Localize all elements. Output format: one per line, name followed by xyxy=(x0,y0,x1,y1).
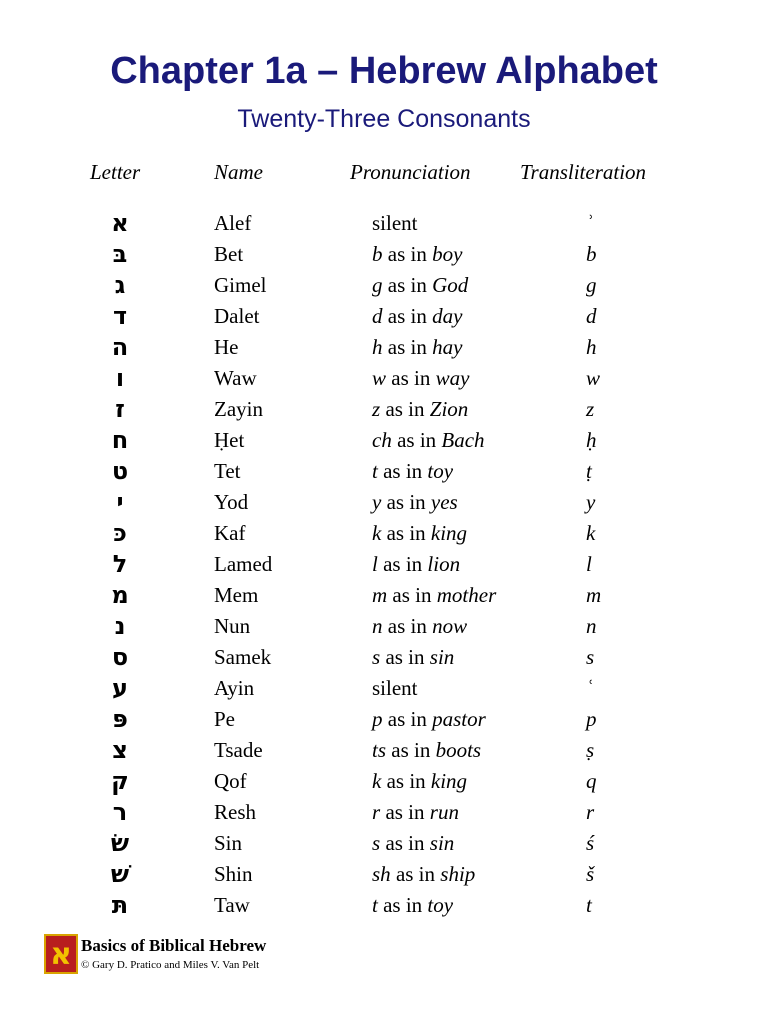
transliteration: ḥ xyxy=(586,428,597,452)
hebrew-letter: י xyxy=(116,488,124,516)
pronunciation-example: sin xyxy=(429,831,455,855)
pronunciation-connector: as in xyxy=(377,893,428,917)
table-row xyxy=(0,364,768,395)
hebrew-letter: ל xyxy=(112,550,128,578)
pronunciation-connector: as in xyxy=(382,242,433,266)
pronunciation xyxy=(372,552,460,577)
hebrew-letter: שׂ xyxy=(110,829,130,857)
table-row xyxy=(0,488,768,519)
pronunciation-connector: as in xyxy=(381,521,431,545)
pronunciation-connector: silent xyxy=(372,211,418,235)
pronunciation xyxy=(372,862,475,887)
pronunciation-sound: n xyxy=(372,614,383,638)
hebrew-letter: שׁ xyxy=(110,860,130,888)
letter-name: Nun xyxy=(214,614,251,638)
hebrew-letter: א xyxy=(111,209,129,237)
pronunciation-example: king xyxy=(430,521,468,545)
hebrew-letter: נ xyxy=(114,612,126,640)
pronunciation-sound: l xyxy=(372,552,378,576)
pronunciation xyxy=(372,273,468,298)
transliteration: l xyxy=(586,552,592,576)
transliteration: z xyxy=(586,397,595,421)
pronunciation-sound: y xyxy=(372,490,382,514)
pronunciation xyxy=(372,304,462,329)
pronunciation xyxy=(372,645,454,670)
letter-name: Shin xyxy=(214,862,253,886)
transliteration: g xyxy=(586,273,597,297)
table-row xyxy=(0,798,768,829)
pronunciation-sound: t xyxy=(372,459,378,483)
alphabet-table xyxy=(0,209,768,922)
letter-name: Bet xyxy=(214,242,244,266)
letter-name: Gimel xyxy=(214,273,267,297)
header-name: Name xyxy=(214,160,263,184)
transliteration: d xyxy=(586,304,597,328)
pronunciation-connector: as in xyxy=(381,490,431,514)
transliteration: w xyxy=(586,366,601,390)
transliteration: t xyxy=(586,893,592,917)
transliteration: r xyxy=(586,800,595,824)
transliteration: y xyxy=(586,490,596,514)
transliteration: h xyxy=(586,335,597,359)
pronunciation-connector: as in xyxy=(380,800,430,824)
transliteration: k xyxy=(586,521,596,545)
pronunciation-sound: s xyxy=(372,645,381,669)
copyright: © Gary D. Pratico and Miles V. Van Pelt xyxy=(81,959,260,971)
pronunciation-sound: b xyxy=(372,242,383,266)
table-row xyxy=(0,860,768,891)
letter-name: Taw xyxy=(214,893,250,917)
pronunciation-connector: as in xyxy=(382,335,433,359)
letter-name: Ayin xyxy=(214,676,255,700)
pronunciation-sound: z xyxy=(372,397,381,421)
book-title: Basics of Biblical Hebrew xyxy=(81,936,267,955)
hebrew-letter: ר xyxy=(112,798,128,826)
transliteration: s xyxy=(586,645,595,669)
pronunciation-example: hay xyxy=(432,335,463,359)
hebrew-letter: ז xyxy=(115,395,125,423)
pronunciation-sound: ts xyxy=(372,738,387,762)
hebrew-letter: ד xyxy=(112,302,128,330)
transliteration: ś xyxy=(586,831,595,855)
letter-name: Tet xyxy=(214,459,241,483)
book-logo: א xyxy=(44,934,78,974)
pronunciation-example: lion xyxy=(427,552,461,576)
pronunciation-connector: as in xyxy=(382,707,433,731)
table-row xyxy=(0,581,768,612)
pronunciation xyxy=(372,397,468,422)
pronunciation-sound: g xyxy=(372,273,383,297)
pronunciation-connector: as in xyxy=(380,397,430,421)
pronunciation-sound: h xyxy=(372,335,383,359)
pronunciation-sound: s xyxy=(372,831,381,855)
header-letter: Letter xyxy=(90,160,141,184)
letter-name: Dalet xyxy=(214,304,260,328)
pronunciation xyxy=(372,800,459,825)
table-header xyxy=(0,160,768,190)
pronunciation-connector: as in xyxy=(377,552,428,576)
pronunciation xyxy=(372,614,467,639)
pronunciation-example: now xyxy=(432,614,468,638)
hebrew-letter: כּ xyxy=(113,519,127,547)
pronunciation-connector: as in xyxy=(382,304,433,328)
pronunciation xyxy=(372,428,485,453)
table-row xyxy=(0,736,768,767)
letter-name: Tsade xyxy=(214,738,263,762)
table-row xyxy=(0,271,768,302)
table-row xyxy=(0,643,768,674)
pronunciation-example: mother xyxy=(436,583,497,607)
page-title: Chapter 1a – Hebrew Alphabet xyxy=(110,50,658,92)
hebrew-letter: ע xyxy=(112,674,128,702)
pronunciation-example: sin xyxy=(429,645,455,669)
pronunciation-connector: silent xyxy=(372,676,418,700)
pronunciation-connector: as in xyxy=(391,428,442,452)
letter-name: Pe xyxy=(214,707,235,731)
hebrew-letter: ג xyxy=(114,271,126,299)
pronunciation-example: way xyxy=(435,366,470,390)
table-row xyxy=(0,705,768,736)
transliteration: ʾ xyxy=(586,211,593,235)
pronunciation xyxy=(372,583,496,608)
transliteration: ʿ xyxy=(586,676,593,700)
table-row xyxy=(0,426,768,457)
hebrew-letter: ו xyxy=(115,364,125,392)
pronunciation xyxy=(372,893,453,918)
letter-name: Kaf xyxy=(214,521,246,545)
pronunciation-connector: as in xyxy=(380,645,430,669)
letter-name: Mem xyxy=(214,583,259,607)
table-row xyxy=(0,333,768,364)
pronunciation xyxy=(372,242,462,267)
pronunciation xyxy=(372,366,469,391)
pronunciation xyxy=(372,738,481,763)
header-pronunciation: Pronunciation xyxy=(350,160,471,184)
pronunciation xyxy=(372,459,453,484)
letter-name: Yod xyxy=(214,490,249,514)
letter-name: Zayin xyxy=(214,397,263,421)
pronunciation-sound: ch xyxy=(372,428,392,452)
pronunciation xyxy=(372,211,418,236)
pronunciation-sound: k xyxy=(372,769,382,793)
letter-name: Resh xyxy=(214,800,256,824)
pronunciation-example: run xyxy=(429,800,459,824)
pronunciation-connector: as in xyxy=(382,273,433,297)
pronunciation-sound: t xyxy=(372,893,378,917)
letter-name: Ḥet xyxy=(214,428,245,452)
pronunciation-example: ship xyxy=(440,862,476,886)
pronunciation-sound: k xyxy=(372,521,382,545)
table-row xyxy=(0,395,768,426)
table-row xyxy=(0,767,768,798)
pronunciation xyxy=(372,769,467,794)
pronunciation-example: day xyxy=(432,304,463,328)
pronunciation-example: pastor xyxy=(432,707,486,731)
hebrew-letter: מ xyxy=(111,581,129,609)
hebrew-letter: תּ xyxy=(111,891,129,919)
pronunciation-sound: p xyxy=(372,707,383,731)
pronunciation-example: Zion xyxy=(429,397,469,421)
pronunciation-example: boots xyxy=(435,738,482,762)
pronunciation xyxy=(372,521,467,546)
transliteration: š xyxy=(586,862,595,886)
transliteration: ṣ xyxy=(586,738,595,762)
hebrew-letter: צ xyxy=(112,736,128,764)
pronunciation-connector: as in xyxy=(390,862,441,886)
letter-name: Lamed xyxy=(214,552,273,576)
hebrew-letter: ק xyxy=(111,767,129,795)
table-row xyxy=(0,674,768,705)
transliteration: b xyxy=(586,242,597,266)
table-row xyxy=(0,891,768,922)
pronunciation-example: boy xyxy=(432,242,463,266)
pronunciation-example: yes xyxy=(430,490,458,514)
letter-name: Samek xyxy=(214,645,272,669)
pronunciation xyxy=(372,676,418,701)
hebrew-letter: בּ xyxy=(112,240,128,268)
pronunciation-example: king xyxy=(430,769,468,793)
hebrew-letter: ח xyxy=(111,426,129,454)
pronunciation-connector: as in xyxy=(387,583,437,607)
pronunciation-sound: d xyxy=(372,304,383,328)
table-row xyxy=(0,209,768,240)
table-row xyxy=(0,612,768,643)
pronunciation-sound: w xyxy=(372,366,387,390)
table-row xyxy=(0,550,768,581)
pronunciation-connector: as in xyxy=(381,769,431,793)
pronunciation-example: Bach xyxy=(441,428,485,452)
pronunciation-example: God xyxy=(432,273,469,297)
pronunciation xyxy=(372,831,454,856)
pronunciation xyxy=(372,335,462,360)
pronunciation-connector: as in xyxy=(386,366,436,390)
letter-name: Alef xyxy=(214,211,252,235)
table-row xyxy=(0,240,768,271)
table-row xyxy=(0,457,768,488)
page-subtitle: Twenty-Three Consonants xyxy=(237,105,531,133)
pronunciation-example: toy xyxy=(427,893,454,917)
hebrew-letter: ט xyxy=(111,457,129,485)
pronunciation-connector: as in xyxy=(382,614,433,638)
transliteration: p xyxy=(586,707,597,731)
transliteration: ṭ xyxy=(586,459,592,483)
pronunciation-connector: as in xyxy=(380,831,430,855)
pronunciation xyxy=(372,707,486,732)
pronunciation-sound: sh xyxy=(372,862,391,886)
letter-name: Qof xyxy=(214,769,247,793)
pronunciation-example: toy xyxy=(427,459,454,483)
hebrew-letter: פּ xyxy=(112,705,128,733)
table-row xyxy=(0,519,768,550)
transliteration: m xyxy=(586,583,602,607)
pronunciation xyxy=(372,490,458,515)
transliteration: q xyxy=(586,769,597,793)
letter-name: He xyxy=(214,335,239,359)
letter-name: Sin xyxy=(214,831,243,855)
hebrew-letter: ס xyxy=(111,643,129,671)
table-row xyxy=(0,829,768,860)
pronunciation-sound: r xyxy=(372,800,381,824)
pronunciation-connector: as in xyxy=(377,459,428,483)
table-row xyxy=(0,302,768,333)
header-transliteration: Transliteration xyxy=(520,160,647,184)
hebrew-letter: ה xyxy=(111,333,129,361)
pronunciation-sound: m xyxy=(372,583,388,607)
transliteration: n xyxy=(586,614,597,638)
pronunciation-connector: as in xyxy=(386,738,436,762)
letter-name: Waw xyxy=(214,366,257,390)
